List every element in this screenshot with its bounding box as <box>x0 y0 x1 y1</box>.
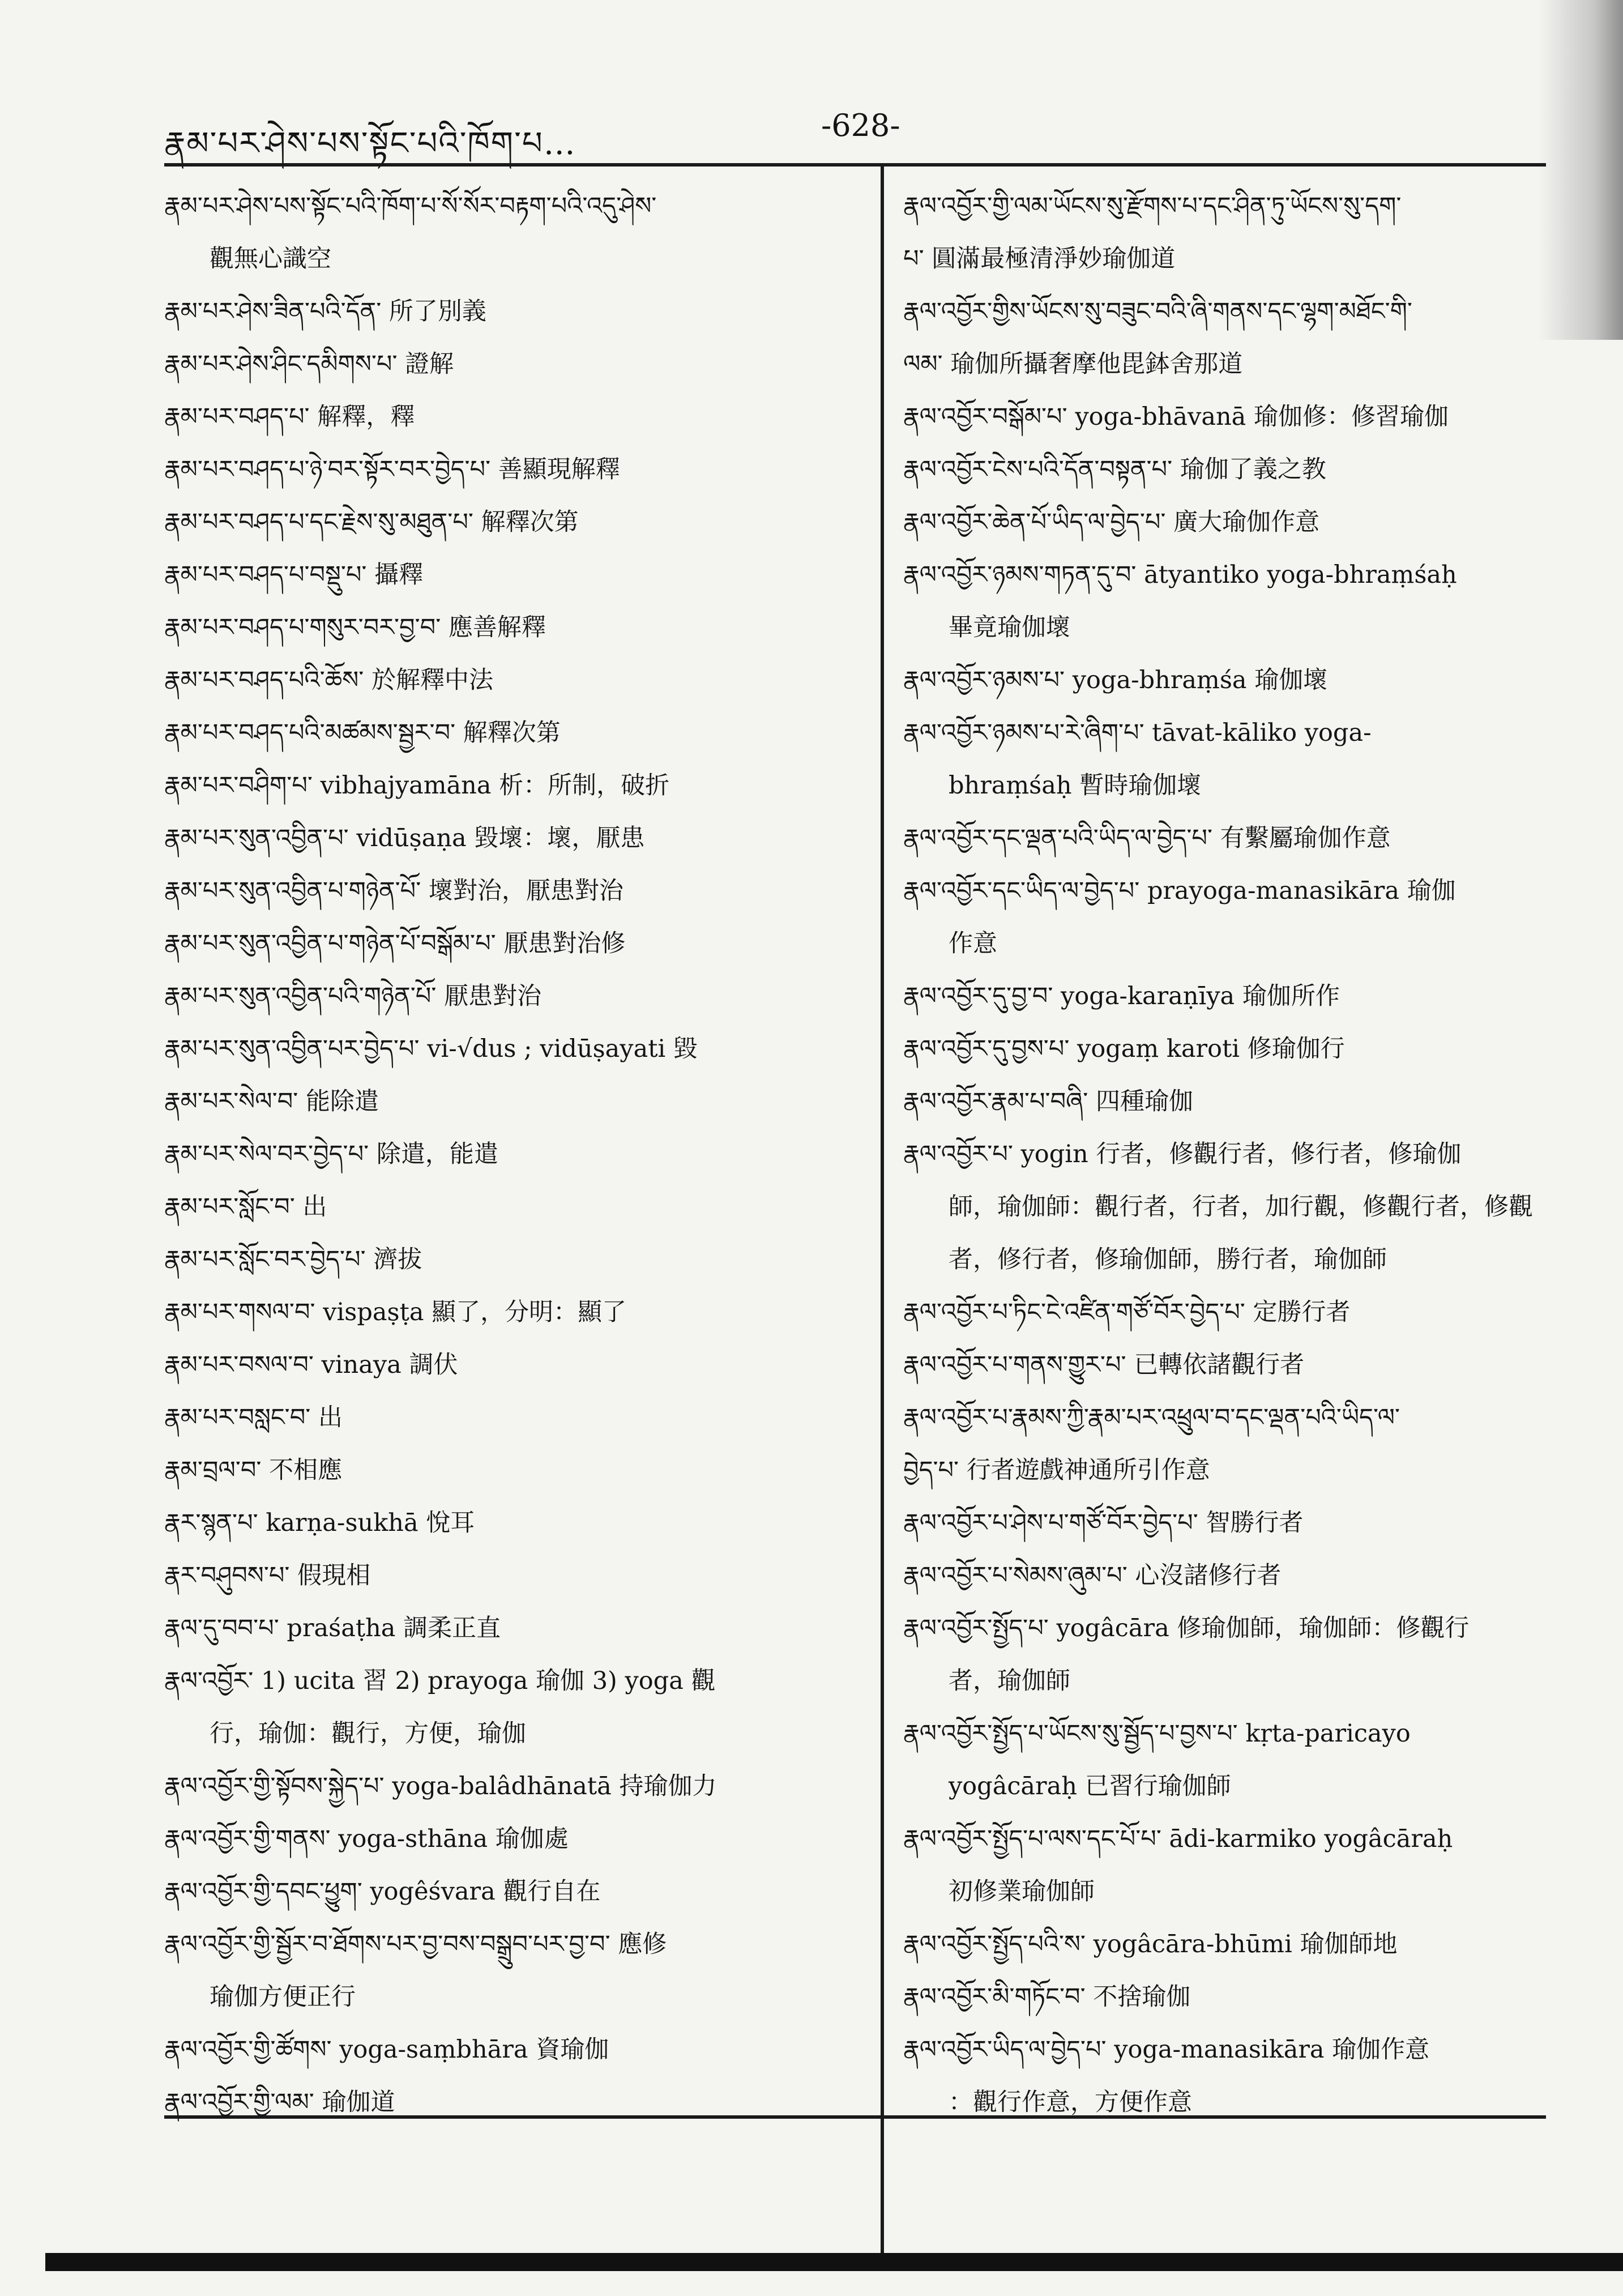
dictionary-entry: རྣལ་འབྱོར་པ་ཤེས་པ་གཙོ་བོར་བྱེད་པ་ 智勝行者 <box>903 1509 1304 1537</box>
dictionary-entry: 行，瑜伽：觀行，方便，瑜伽 <box>210 1719 526 1748</box>
dictionary-entry: རྣམ་པར་གསལ་བ་ vispaṣṭa 顯了，分明：顯了 <box>164 1298 627 1326</box>
dictionary-entry: རྣར་བཤུབས་པ་ 假現相 <box>164 1561 371 1590</box>
dictionary-entry: 畢竟瑜伽壞 <box>949 613 1070 642</box>
dictionary-entry: 初修業瑜伽師 <box>949 1877 1095 1906</box>
dictionary-entry: རྣམ་པར་སེལ་བ་ 能除遣 <box>164 1087 379 1116</box>
dictionary-entry: རྣམ་པར་སུན་འབྱིན་པ་གཉེན་པོ་ 壞對治，厭患對治 <box>164 877 623 905</box>
dictionary-entry: རྣམ་པར་སེལ་བར་བྱེད་པ་ 除遣，能遣 <box>164 1140 498 1168</box>
dictionary-entry: རྣལ་འབྱོར་སྤྱོད་པའི་ས་ yogâcāra-bhūmi 瑜伽師地 <box>903 1930 1398 1958</box>
dictionary-entry: རྣམ་པར་བཤད་པ་ 解釋，釋 <box>164 403 415 431</box>
column-divider <box>881 163 884 2270</box>
dictionary-entry: རྣར་སྙན་པ་ karṇa-sukhā 悅耳 <box>164 1509 475 1537</box>
dictionary-entry: རྣལ་འབྱོར་ཆེན་པོ་ཡིད་ལ་བྱེད་པ་ 廣大瑜伽作意 <box>903 508 1320 536</box>
dictionary-entry: 者，修行者，修瑜伽師，勝行者，瑜伽師 <box>949 1245 1387 1274</box>
dictionary-entry: རྣམ་པར་བཤད་པ་བསྡུ་པ་ 攝釋 <box>164 561 424 589</box>
dictionary-entry: རྣལ་འབྱོར་རྣམ་པ་བཞི་ 四種瑜伽 <box>903 1087 1193 1116</box>
dictionary-entry: པ་ 圓滿最極清淨妙瑜伽道 <box>903 245 1176 273</box>
dictionary-entry: རྣལ་འབྱོར་གྱི་སྟོབས་སྐྱེད་པ་ yoga-balâdhānatā 持瑜伽力 <box>164 1772 717 1800</box>
dictionary-entry: རྣལ་འབྱོར་ཡིད་ལ་བྱེད་པ་ yoga-manasikāra 瑜伽作意 <box>903 2035 1430 2064</box>
dictionary-entry: རྣམ་བྲལ་བ་ 不相應 <box>164 1456 343 1484</box>
dictionary-entry: རྣལ་འབྱོར་སྤྱོད་པ་ལས་དང་པོ་པ་ ādi-karmiko yogâcāraḥ <box>903 1825 1453 1853</box>
dictionary-entry: རྣལ་འབྱོར་ཉམས་པ་ yoga-bhraṃśa 瑜伽壞 <box>903 666 1328 694</box>
dictionary-entry: ：觀行作意，方便作意 <box>949 2088 1192 2116</box>
dictionary-entry: ལམ་ 瑜伽所攝奢摩他毘鉢舍那道 <box>903 350 1243 378</box>
dictionary-entry: རྣལ་འབྱོར་པ་གནས་གྱུར་པ་ 已轉依諸觀行者 <box>903 1351 1305 1379</box>
dictionary-entry: རྣལ་འབྱོར་ཉམས་པ་རེ་ཞིག་པ་ tāvat-kāliko yoga- <box>903 719 1372 747</box>
dictionary-entry: རྣལ་འབྱོར་གྱི་ལམ་ 瑜伽道 <box>164 2088 395 2116</box>
dictionary-entry: རྣལ་འབྱོར་པ་ yogin 行者，修觀行者，修行者，修瑜伽 <box>903 1140 1462 1168</box>
dictionary-entry: རྣམ་པར་བཤད་པའི་མཚམས་སྦྱར་བ་ 解釋次第 <box>164 719 561 747</box>
dictionary-entry: རྣལ་འབྱོར་དང་ལྡན་པའི་ཡིད་ལ་བྱེད་པ་ 有繫屬瑜伽作意 <box>903 824 1391 852</box>
page-number: -628- <box>821 108 900 143</box>
dictionary-entry: བྱེད་པ་ 行者遊戲神通所引作意 <box>903 1456 1210 1484</box>
dictionary-entry: རྣལ་འབྱོར་ཉམས་གཏན་དུ་བ་ ātyantiko yoga-bhraṃśaḥ <box>903 561 1457 589</box>
dictionary-entry: རྣལ་འབྱོར་པ་སེམས་ཞུམ་པ་ 心沒諸修行者 <box>903 1561 1282 1590</box>
dictionary-entry: 觀無心識空 <box>210 245 331 273</box>
dictionary-entry: རྣལ་འབྱོར་པ་ཏིང་ངེ་འཛིན་གཙོ་བོར་བྱེད་པ་ 定勝行者 <box>903 1298 1351 1326</box>
dictionary-entry: རྣལ་འབྱོར་གྱིས་ཡོངས་སུ་བཟུང་བའི་ཞི་གནས་དང་ལྷག་མཐོང་གི་ <box>903 297 1412 326</box>
dictionary-entry: རྣམ་པར་བསལ་བ་ vinaya 調伏 <box>164 1351 458 1379</box>
header-rule <box>164 163 1546 167</box>
dictionary-entry: རྣམ་པར་སུན་འབྱིན་པའི་གཉེན་པོ་ 厭患對治 <box>164 982 542 1010</box>
dictionary-entry: རྣལ་འབྱོར་གྱི་དབང་ཕྱུག་ yogêśvara 觀行自在 <box>164 1877 601 1906</box>
dictionary-entry: རྣམ་པར་སློང་བར་བྱེད་པ་ 濟拔 <box>164 1245 422 1274</box>
dictionary-entry: རྣལ་འབྱོར་སྤྱོད་པ་ yogâcāra 修瑜伽師，瑜伽師：修觀行 <box>903 1614 1470 1642</box>
dictionary-entry: bhraṃśaḥ 暫時瑜伽壞 <box>949 771 1202 800</box>
dictionary-entry: རྣམ་པར་སུན་འབྱིན་པ་གཉེན་པོ་བསྒོམ་པ་ 厭患對治修 <box>164 929 626 958</box>
dictionary-entry: 作意 <box>949 929 997 958</box>
dictionary-entry: རྣལ་འབྱོར་དུ་བྱ་བ་ yoga-karaṇīya 瑜伽所作 <box>903 982 1340 1010</box>
dictionary-entry: རྣལ་དུ་བབ་པ་ praśaṭha 調柔正直 <box>164 1614 501 1642</box>
left-column <box>164 180 861 2129</box>
dictionary-entry: རྣལ་འབྱོར་ངེས་པའི་དོན་བསྟན་པ་ 瑜伽了義之教 <box>903 455 1326 484</box>
dictionary-entry: རྣལ་འབྱོར་གྱི་ཚོགས་ yoga-saṃbhāra 資瑜伽 <box>164 2035 609 2064</box>
dictionary-entry: 者，瑜伽師 <box>949 1667 1070 1695</box>
dictionary-entry: རྣམ་པར་ཤེས་པས་སྟོང་པའི་ཁོག་པ་སོ་སོར་བརྟག་པའི་འདུ་ཤེས་ <box>164 192 657 220</box>
dictionary-entry: རྣལ་འབྱོར་གྱི་ལམ་ཡོངས་སུ་རྫོགས་པ་དང་ཤིན་ཏུ་ཡོངས་སུ་དག་ <box>903 192 1402 220</box>
dictionary-entry: རྣམ་པར་བཤིག་པ་ vibhajyamāna 析：所制，破折 <box>164 771 670 800</box>
dictionary-entry: 師，瑜伽師：觀行者，行者，加行觀，修觀行者，修觀 <box>949 1193 1533 1221</box>
dictionary-entry: རྣམ་པར་སུན་འབྱིན་པ་ vidūṣaṇa 毀壞：壞，厭患 <box>164 824 645 852</box>
dictionary-entry: རྣལ་འབྱོར་པ་རྣམས་ཀྱི་རྣམ་པར་འཕྲུལ་བ་དང་ལྡན་པའི་ཡིད་ལ་ <box>903 1403 1400 1432</box>
dictionary-entry: རྣལ་འབྱོར་གྱི་སྦྱོར་བ་ཐོགས་པར་བྱ་བས་བསྒྲུབ་པར་བྱ་བ་ 應修 <box>164 1930 667 1958</box>
dictionary-entry: རྣམ་པར་བསླང་བ་ 出 <box>164 1403 343 1432</box>
dictionary-entry: རྣལ་འབྱོར་ 1) ucita 習 2) prayoga 瑜伽 3) yoga 觀 <box>164 1667 716 1695</box>
right-column <box>903 180 1560 2129</box>
dictionary-entry: རྣམ་པར་སུན་འབྱིན་པར་བྱེད་པ་ vi-√dus ; vidūṣayati 毀 <box>164 1035 698 1063</box>
dictionary-entry: རྣལ་འབྱོར་མི་གཏོང་བ་ 不捨瑜伽 <box>903 1983 1191 2011</box>
dictionary-entry: རྣམ་པར་བཤད་པ་དང་རྗེས་སུ་མཐུན་པ་ 解釋次第 <box>164 508 579 536</box>
dictionary-entry: རྣལ་འབྱོར་དང་ཡིད་ལ་བྱེད་པ་ prayoga-manasikāra 瑜伽 <box>903 877 1456 905</box>
dictionary-entry: རྣམ་པར་བཤད་པ་གསུར་བར་བྱ་བ་ 應善解釋 <box>164 613 546 642</box>
dictionary-entry: རྣལ་འབྱོར་སྤྱོད་པ་ཡོངས་སུ་སྦྱོད་པ་བྱས་པ་ kṛta-paricayo <box>903 1719 1411 1748</box>
scan-border-bottom <box>45 2253 1623 2271</box>
running-title: རྣམ་པར་ཤེས་པས་སྟོང་པའི་ཁོག་པ… <box>164 125 576 162</box>
dictionary-entry: རྣམ་པར་བཤད་པའི་ཆོས་ 於解釋中法 <box>164 666 493 694</box>
dictionary-entry: རྣམ་པར་ཤེས་ཟིན་པའི་དོན་ 所了別義 <box>164 297 486 326</box>
dictionary-entry: རྣལ་འབྱོར་བསྒོམ་པ་ yoga-bhāvanā 瑜伽修：修習瑜伽 <box>903 403 1449 431</box>
dictionary-entry: རྣམ་པར་ཤེས་ཤིང་དམིགས་པ་ 證解 <box>164 350 454 378</box>
dictionary-entry: རྣལ་འབྱོར་དུ་བྱས་པ་ yogaṃ karoti 修瑜伽行 <box>903 1035 1345 1063</box>
dictionary-entry: yogâcāraḥ 已習行瑜伽師 <box>949 1772 1231 1800</box>
dictionary-entry: རྣལ་འབྱོར་གྱི་གནས་ yoga-sthāna 瑜伽處 <box>164 1825 569 1853</box>
dictionary-entry: 瑜伽方便正行 <box>210 1983 356 2011</box>
dictionary-entry: རྣམ་པར་བཤད་པ་ཉེ་བར་སྟོར་བར་བྱེད་པ་ 善顯現解釋 <box>164 455 620 484</box>
dictionary-entry: རྣམ་པར་སློང་བ་ 出 <box>164 1193 327 1221</box>
